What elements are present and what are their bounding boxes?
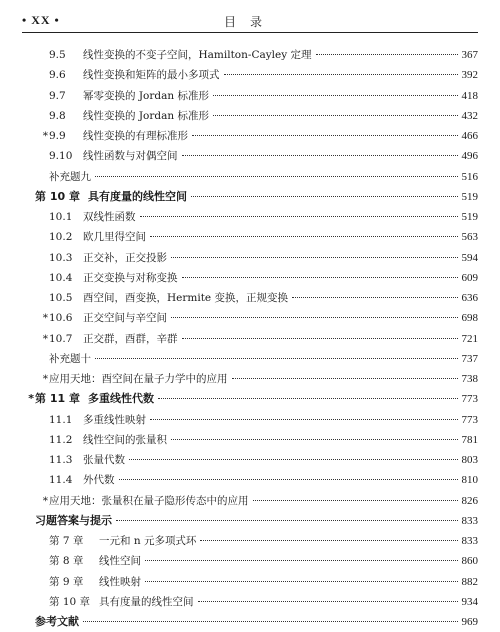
toc-entry: [22, 369, 478, 389]
toc-entry: [22, 308, 478, 328]
dot-leader: [213, 95, 458, 96]
toc-entry-number: 10.2: [49, 231, 73, 244]
toc-entry-page: 721: [461, 332, 478, 345]
dot-leader: [171, 257, 458, 258]
toc-entry-page: 833: [461, 514, 478, 527]
toc-entry-title: 正交补，正交投影: [83, 251, 167, 264]
dot-leader: [224, 74, 458, 75]
dot-leader: [95, 358, 458, 359]
page-header: [22, 10, 478, 33]
toc-entry: [22, 551, 478, 571]
toc-entry-number: 10.5: [49, 292, 73, 304]
toc-entry: [22, 430, 478, 450]
toc-entry: [22, 592, 478, 612]
toc-entry-page: 860: [461, 555, 478, 568]
dot-leader: [150, 236, 458, 237]
dot-leader: [200, 540, 457, 541]
toc-entry-title: 线性变换的 Jordan 标准形: [83, 109, 209, 122]
toc-entry: [22, 612, 478, 632]
dot-leader: [182, 277, 458, 278]
toc-entry-title: 应用天地：酉空间在量子力学中的应用: [49, 373, 228, 385]
toc-entry-title: 线性变换和矩阵的最小多项式: [83, 69, 220, 82]
optional-marker: *: [28, 392, 34, 406]
toc-entry: [22, 65, 478, 85]
dot-leader: [116, 520, 458, 521]
toc-entry-page: 810: [461, 474, 478, 487]
toc-entry-title: 张量代数: [83, 454, 125, 466]
toc-entry-page: 519: [461, 190, 478, 203]
toc-entry-number: 9.5: [49, 49, 66, 61]
dot-leader: [171, 439, 458, 440]
toc-entry-page: 803: [461, 454, 478, 466]
optional-marker: *: [42, 312, 48, 325]
toc-entry: [22, 86, 478, 106]
toc-entry-title: 线性变换的不变子空间，Hamilton-Cayley 定理: [83, 49, 312, 61]
toc-entry-number: 第 10 章: [49, 595, 91, 608]
toc-entry-title: 具有度量的线性空间: [87, 189, 187, 203]
dot-leader: [140, 216, 458, 217]
toc-entry: [22, 207, 478, 227]
dot-leader: [83, 621, 458, 622]
toc-entry: [22, 126, 478, 146]
toc-entry-page: 563: [461, 231, 478, 244]
toc-entry: [22, 531, 478, 551]
optional-marker: *: [42, 373, 48, 385]
optional-marker: *: [42, 494, 48, 507]
toc-entry-number: 9.6: [49, 69, 66, 82]
toc-entry-page: 934: [461, 595, 478, 608]
toc-entry-number: 11.1: [49, 413, 73, 426]
dot-leader: [171, 317, 458, 318]
table-of-contents: [22, 45, 478, 632]
toc-entry: [22, 227, 478, 247]
toc-entry-title: 应用天地：张量积在量子隐形传态中的应用: [49, 494, 249, 507]
dot-leader: [232, 378, 458, 379]
toc-entry-number: 第 10 章: [35, 189, 80, 203]
toc-entry-page: 738: [461, 373, 478, 385]
toc-entry-page: 969: [461, 616, 478, 628]
toc-entry-title: 多重线性代数: [87, 392, 154, 406]
toc-entry: [22, 248, 478, 268]
optional-marker: *: [42, 130, 48, 142]
toc-entry-title: 外代数: [83, 474, 115, 487]
toc-entry: [22, 511, 478, 531]
toc-entry: [22, 268, 478, 288]
toc-entry: [22, 146, 478, 166]
toc-entry-page: 781: [461, 433, 478, 446]
toc-entry-number: 11.2: [49, 433, 73, 446]
toc-entry: [22, 410, 478, 430]
toc-entry-title: 线性空间的张量积: [83, 433, 167, 446]
toc-entry-page: 519: [461, 211, 478, 223]
toc-entry-page: 466: [461, 130, 478, 142]
toc-entry-title: 幂零变换的 Jordan 标准形: [83, 89, 209, 102]
toc-entry: [22, 45, 478, 65]
toc-entry-page: 737: [461, 352, 478, 365]
toc-entry-number: 9.9: [49, 130, 66, 142]
toc-entry-number: 10.7: [49, 332, 73, 345]
optional-marker: *: [42, 332, 48, 345]
toc-entry-title: 线性变换的有理标准形: [83, 130, 188, 142]
toc-entry-page: 833: [461, 535, 478, 547]
toc-entry-title: 酉空间，酉变换，Hermite 变换，正规变换: [83, 292, 288, 304]
toc-entry-page: 418: [461, 89, 478, 102]
toc-entry-page: 636: [461, 292, 478, 304]
dot-leader: [182, 155, 458, 156]
dot-leader: [192, 135, 458, 136]
toc-entry-title: 线性函数与对偶空间: [83, 150, 178, 163]
dot-leader: [145, 560, 458, 561]
toc-entry-number: 11.3: [49, 454, 73, 466]
toc-entry-page: 367: [461, 49, 478, 61]
dot-leader: [150, 419, 458, 420]
toc-entry-title: 补充题十: [49, 352, 91, 365]
toc-entry-page: 496: [461, 150, 478, 163]
toc-entry-title: 参考文献: [35, 615, 79, 628]
dot-leader: [158, 398, 458, 399]
dot-leader: [292, 297, 458, 298]
toc-entry: [22, 389, 478, 409]
toc-entry: [22, 329, 478, 349]
toc-entry: [22, 106, 478, 126]
toc-entry-title: 补充题九: [49, 170, 91, 183]
dot-leader: [95, 176, 458, 177]
toc-entry: [22, 187, 478, 207]
toc-entry-number: 11.4: [49, 474, 73, 487]
toc-entry-page: 609: [461, 271, 478, 284]
toc-entry-page: 392: [461, 69, 478, 82]
toc-entry-title: 正交群，酉群，辛群: [83, 332, 178, 345]
dot-leader: [145, 581, 458, 582]
toc-entry-title: 欧几里得空间: [83, 231, 146, 244]
dot-leader: [316, 54, 458, 55]
toc-entry-title: 双线性函数: [83, 211, 136, 223]
page-title: 目录: [223, 15, 276, 29]
toc-entry: [22, 491, 478, 511]
toc-entry-page: 882: [461, 575, 478, 588]
dot-leader: [119, 479, 458, 480]
toc-entry-title: 线性映射: [99, 575, 141, 588]
toc-entry-title: 正交变换与对称变换: [83, 271, 178, 284]
toc-entry-number: 9.10: [49, 150, 73, 163]
toc-entry: [22, 470, 478, 490]
toc-entry-page: 826: [461, 494, 478, 507]
dot-leader: [198, 601, 458, 602]
dot-leader: [191, 196, 458, 197]
toc-entry-title: 线性空间: [99, 555, 141, 568]
page-number: • XX •: [22, 13, 60, 27]
toc-entry-page: 773: [461, 393, 478, 406]
dot-leader: [213, 115, 458, 116]
toc-entry-page: 698: [461, 312, 478, 325]
toc-entry-number: 9.7: [49, 89, 66, 102]
dot-leader: [182, 338, 458, 339]
toc-entry-page: 432: [461, 109, 478, 122]
toc-entry-page: 516: [461, 170, 478, 183]
toc-entry: [22, 288, 478, 308]
toc-entry-number: 9.8: [49, 109, 66, 122]
toc-entry-number: 第 9 章: [49, 575, 84, 588]
toc-entry-number: 第 11 章: [35, 392, 80, 406]
toc-entry: [22, 167, 478, 187]
dot-leader: [129, 459, 458, 460]
toc-entry-title: 一元和 n 元多项式环: [99, 535, 197, 547]
toc-entry-number: 10.6: [49, 312, 73, 325]
toc-entry: [22, 450, 478, 470]
toc-entry-title: 多重线性映射: [83, 413, 146, 426]
toc-entry-number: 10.4: [49, 271, 73, 284]
toc-entry-number: 第 7 章: [49, 535, 84, 547]
toc-entry: [22, 349, 478, 369]
toc-entry-number: 第 8 章: [49, 555, 84, 568]
toc-entry-title: 具有度量的线性空间: [99, 595, 194, 608]
toc-entry-title: 习题答案与提示: [35, 513, 112, 527]
toc-entry-page: 773: [461, 413, 478, 426]
dot-leader: [253, 500, 458, 501]
toc-entry-title: 正交空间与辛空间: [83, 312, 167, 325]
toc-entry-number: 10.1: [49, 211, 73, 223]
toc-entry-page: 594: [461, 251, 478, 264]
toc-entry-number: 10.3: [49, 251, 73, 264]
